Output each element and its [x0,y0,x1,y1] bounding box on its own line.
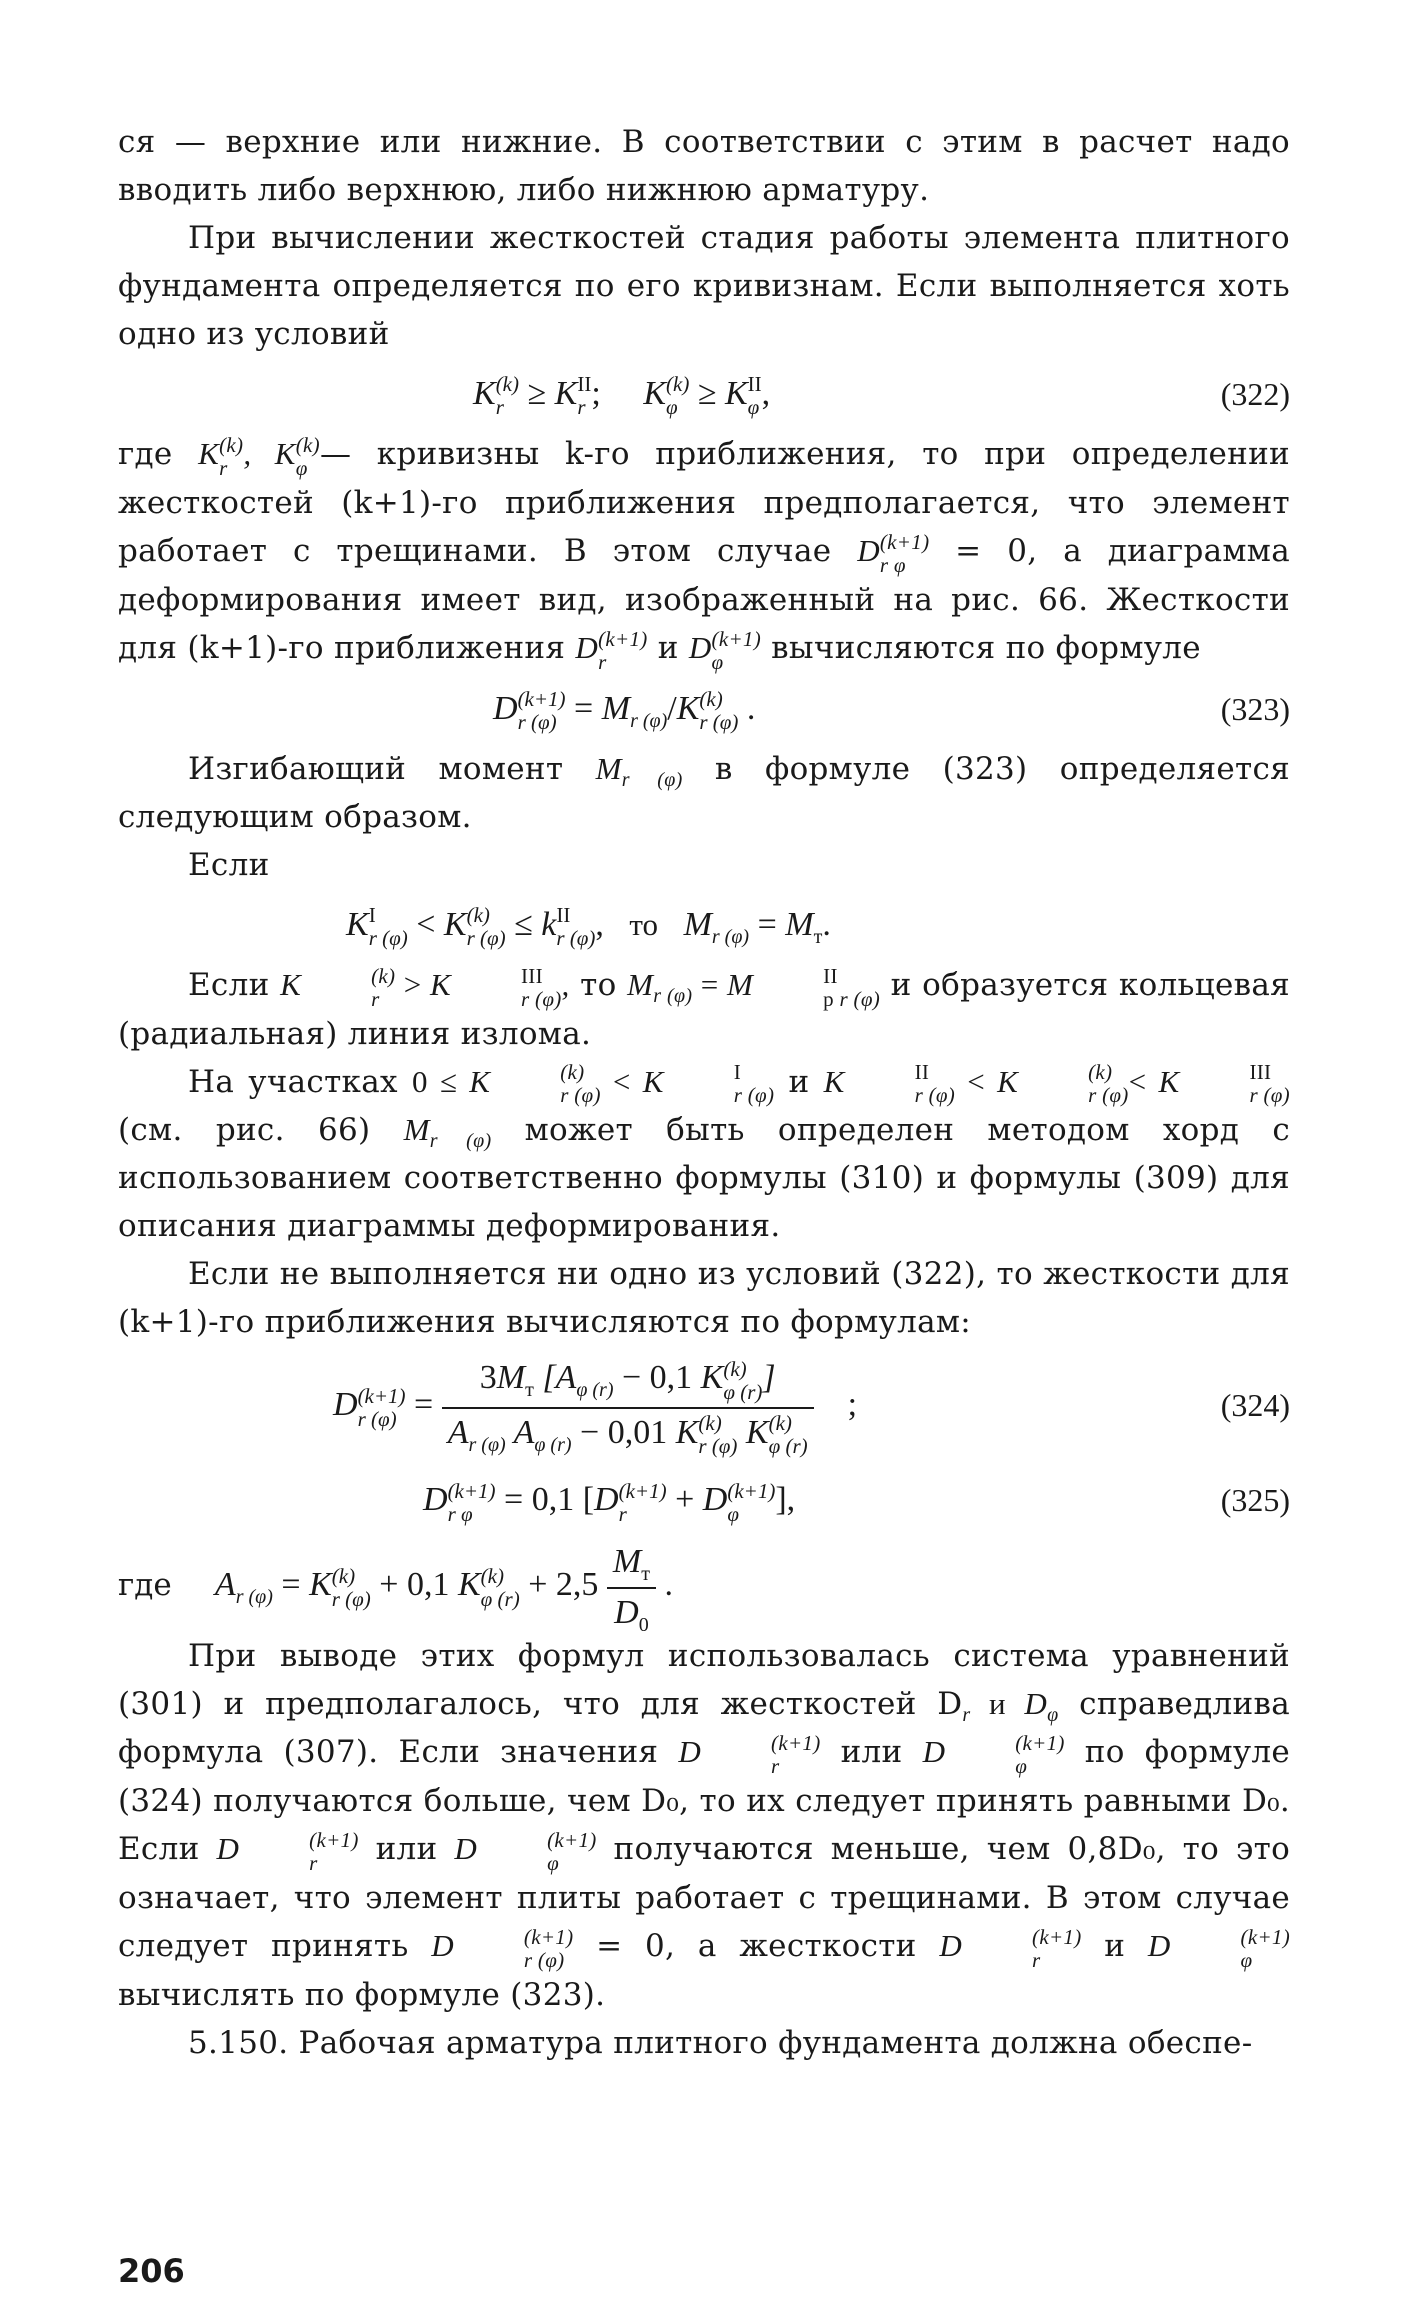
page-content [118,118,1290,2067]
paragraph-1: ся — верхние или нижние. В соответствии с этим в расчет надо вводить либо верхнюю, либо нижнюю арматуру. [118,124,1290,208]
paragraph-9: При выводе этих формул использовалась система уравнений (301) и предполагалось, что для жесткостей $D_r$ и $D_\varphi$ справедлива формула (307). Если значения D (k+1) r или D (k+1) φ по формуле (324) получаются больше, чем D₀, то их следует принять равными D₀. Если D (k+1) r или D (k+1) φ получаются меньше, чем 0,8D₀, то это означает, что элемент плиты работает с трещинами. В этом случае следует принять D (k+1) r (φ) = 0, а жесткости D (k+1) r и D (k+1) φ вычислять по формуле (323). [118,1638,1291,2014]
paragraph-10: 5.150. Рабочая арматура плитного фундамента должна обеспе- [188,2025,1253,2062]
page-number: 206 [118,2252,185,2290]
paragraph-8: Если не выполняется ни одно из условий (322), то жесткости для (k+1)-го приближения вычисляются по формулам: [118,1256,1290,1341]
formula-condition-1: K I r (φ) < K (k) r (φ) ≤ k II r (φ) , то $M_{r (\varphi)} = M_т$. [346,902,831,950]
formula-323: D (k+1) r (φ) = $M_{r (\varphi)}/K$ (k) r (φ) . (323) [118,673,1290,745]
formula-where: где $A_{r (\varphi)} = K$ (k) r (φ) + 0,1 K (k) φ (r) + 2,5 $\frac{M_т}{D_0}$ . [118,1542,673,1636]
paragraph-7: На участках 0 ≤ K (k) r (φ) < K I r (φ) и K II r (φ) < K (k) r (φ) < K III r (φ) (см. рис. 66) $M_{r (\varphi)}$ может быть определен методом хорд с использованием соответственно формулы (310) и формулы (309) для описания диаграммы деформирования. [118,1060,1291,1245]
equation-number-325: (325) [1220,1482,1290,1519]
paragraph-4: Изгибающий момент $M_{r (\varphi)}$ в формуле (323) определяется следующим образом. [118,750,1290,835]
paragraph-6: Если K (k) r > K III r (φ) , то $M_{r (\varphi)} = M$ II р r (φ) и образуется кольцевая (радиальная) линия излома. [118,963,1290,1052]
paragraph-3: где K (k) r , K (k) φ — кривизны k-го приближения, то при определении жесткостей (k+1)-го приближения предполагается, что элемент работает с трещинами. В этом случае D (k+1) r φ = 0, а диаграмма деформирования имеет вид, изображенный на рис. 66. Жесткости для (k+1)-го приближения D (k+1) r и D (k+1) φ вычисляются по формуле [118,432,1291,674]
paragraph-5: Если [188,846,270,883]
formula-325: D (k+1) r φ = 0,1 [D (k+1) r + D (k+1) φ ], (325) [118,1464,1290,1536]
formula-322: K (k) r ≥ K II r ; K (k) φ ≥ K II φ , (322) [118,358,1290,430]
equation-number-322: (322) [1220,376,1290,412]
equation-number-324: (324) [1220,1387,1290,1424]
formula-324: D (k+1) r (φ) = $3M_т$ [$A_{\varphi (r)} - 0,1$ K (k) φ (r) ] $A_{r (\varphi)}$ $A_{\varphi (r)} - 0,01$ K (k) r (φ) K (k) φ (r) ; (324) [118,1346,1290,1464]
paragraph-2: При вычислении жесткостей стадия работы элемента плитного фундамента определяется по его кривизнам. Если выполняется хоть одно из условий [118,220,1290,352]
equation-number-323: (323) [1220,690,1290,727]
